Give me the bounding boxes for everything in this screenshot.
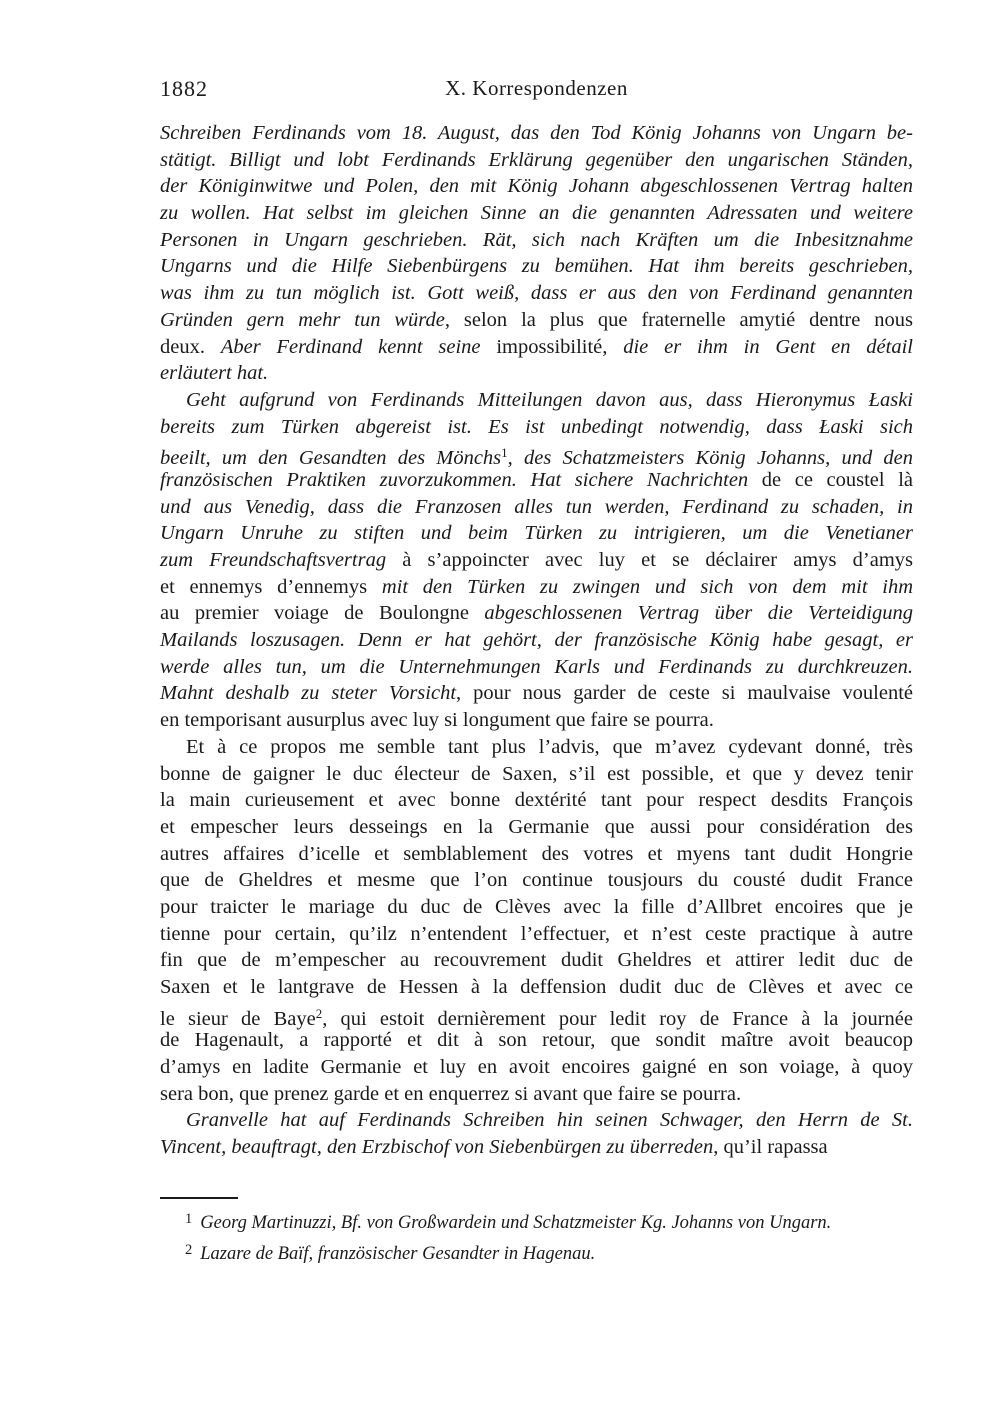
footnote-marker: 2 (315, 1005, 323, 1021)
text-line (160, 787, 913, 814)
text-segment: , qu’il rapassa (713, 1136, 828, 1159)
text-segment: Schreiben Ferdinands vom 18. August, das den Tod König Johanns von Ungarn be- (160, 122, 913, 144)
text-line (160, 1081, 913, 1108)
text-segment: pour traicter le mariage du duc de Clèves avec la fille d’Allbret encoires que je (160, 895, 913, 918)
text-segment: à s’appoincter avec luy et se déclairer amys d’amys (402, 549, 913, 571)
body-text (160, 120, 913, 1161)
text-segment: , des Schatzmeisters König Johanns, und den (507, 447, 913, 470)
text-line (160, 147, 913, 174)
text-segment: der Königinwitwe und Polen, den mit König Johann abgeschlossenen Vertrag halten (160, 175, 913, 198)
text-line (160, 894, 913, 921)
text-line (160, 600, 913, 627)
text-segment: en temporisant ausurplus avec luy si longument que faire se pourra. (160, 709, 714, 732)
footnote-item (160, 1237, 913, 1268)
text-line (160, 921, 913, 948)
text-segment: zum Freundschaftsvertrag (160, 549, 403, 571)
footnote-text: Georg Martinuzzi, Bf. von Großwardein und Schatzmeister Kg. Johanns von Ungarn. (200, 1212, 832, 1233)
text-segment: , qui estoit dernièrement pour ledit roy de France à la journée (322, 1007, 913, 1030)
page-header (160, 76, 913, 103)
text-line (160, 173, 913, 200)
text-segment: que de Gheldres et mesme que l’on continue tousjours du cousté dudit France (160, 869, 913, 892)
footnote-number: 2 (185, 1241, 193, 1258)
text-segment: sera bon, que prenez garde et en enquerrez si avant que faire se pourra. (160, 1082, 742, 1105)
text-segment: la main curieusement et avec bonne dextérité tant pour respect desdits François (160, 789, 913, 812)
text-line (160, 680, 913, 707)
text-segment: bereits zum Türken abgereist ist. Es ist unbedingt notwendig, dass Łaski sich (160, 415, 913, 438)
text-segment: Ungarns und die Hilfe Siebenbürgens zu bemühen. Hat ihm bereits geschrieben, (160, 255, 913, 278)
text-segment: tienne pour certain, qu’ilz n’entendent l’effectuer, et n’est ceste practique à autre (160, 922, 913, 945)
text-segment: Ungarn Unruhe zu stiften und beim Türken zu intrigieren, um die Venetianer (160, 522, 913, 545)
text-segment: Saxen et le lantgrave de Hessen à la deffension dudit duc de Clèves et avec ce (160, 976, 913, 998)
text-segment: Et à ce propos me semble tant plus l’advis, que m’avez cydevant donné, très (186, 735, 913, 758)
text-segment: bonne de gaigner le duc électeur de Saxen, s’il est possible, et que y devez tenir (160, 762, 913, 785)
text-line (160, 467, 913, 494)
text-segment: die er ihm in Gent en détail (623, 335, 913, 358)
text-line (160, 414, 913, 441)
text-segment: zu wollen. Hat selbst im gleichen Sinne an die genannten Adressaten und weitere (160, 202, 913, 225)
text-line (160, 280, 913, 307)
footnote-number: 1 (185, 1210, 193, 1227)
text-line (160, 360, 913, 387)
running-title: X. Korrespondenzen (445, 76, 628, 100)
text-line (160, 387, 913, 414)
text-segment: französischen Praktiken zuvorzukommen. Hat sichere Nachrichten (160, 468, 762, 491)
text-segment: Geht aufgrund von Ferdinands Mitteilungen davon aus, dass Hieronymus Łaski (186, 388, 913, 411)
footnote-list (160, 1206, 913, 1268)
text-segment: was ihm zu tun möglich ist. Gott weiß, dass er aus den von Ferdinand genannten (160, 282, 913, 305)
text-segment: de Hagenault, a rapporté et dit à son retour, que sondit maître avoit beaucop (160, 1029, 913, 1052)
text-line (160, 120, 913, 147)
text-segment: d’amys en ladite Germanie et luy en avoit encoires gaigné en son voiage, à quoy (160, 1056, 913, 1079)
footnotes-section (160, 1197, 913, 1268)
text-segment: Vincent, beauftragt, den Erzbischof von Siebenbürgen zu überreden (160, 1136, 714, 1159)
text-segment: abgeschlossenen Vertrag über die Verteidigung (484, 602, 913, 625)
text-line (160, 1054, 913, 1081)
footnote-separator (160, 1197, 238, 1199)
text-line (160, 707, 913, 734)
text-line (160, 974, 913, 1001)
text-line (160, 947, 913, 974)
text-segment: deux. (160, 335, 221, 358)
text-segment: et ennemys d’ennemys (160, 575, 382, 598)
text-segment: mit den Türken zu zwingen und sich von dem mit ihm (381, 575, 913, 598)
footnote-text: Lazare de Baïf, französischer Gesandter in Hagenau. (200, 1243, 596, 1264)
text-line (160, 627, 913, 654)
text-segment: Mailands loszusagen. Denn er hat gehört, der französische König habe gesagt, er (160, 629, 913, 652)
text-line (160, 227, 913, 254)
text-segment: werde alles tun, um die Unternehmungen Karls und Ferdinands zu durchkreuzen. (160, 655, 913, 678)
text-block (160, 76, 913, 1268)
text-segment: stätigt. Billigt und lobt Ferdinands Erklärung gegenüber den ungarischen Ständen, (160, 148, 913, 171)
text-line (160, 334, 913, 361)
text-line (160, 867, 913, 894)
text-segment: Gründen gern mehr tun würde (160, 308, 445, 331)
text-line (160, 307, 913, 334)
text-segment: au premier voiage de Boulongne (160, 602, 485, 625)
text-segment: , selon la plus que fraternelle amytié dentre nous (444, 308, 913, 331)
text-line (160, 1134, 913, 1161)
text-line (160, 520, 913, 547)
text-line (160, 734, 913, 761)
text-segment: Mahnt deshalb zu steter Vorsicht (160, 682, 457, 705)
text-segment: und aus Venedig, dass die Franzosen alles tun werden, Ferdinand zu schaden, in (160, 495, 913, 518)
text-line (160, 1027, 913, 1054)
text-segment: impossibilité, (496, 335, 624, 358)
text-segment: fin que de m’empescher au recouvrement dudit Gheldres et attirer ledit duc de (160, 949, 913, 972)
text-segment: de ce coustel là (761, 468, 913, 491)
text-segment: beeilt, um den Gesandten des Mönchs (160, 447, 502, 470)
text-line (160, 1001, 913, 1028)
footnote-item (160, 1206, 913, 1237)
text-line (160, 494, 913, 521)
text-line (160, 841, 913, 868)
text-line (160, 574, 913, 601)
text-line (160, 547, 913, 574)
text-line (160, 440, 913, 470)
text-line (160, 200, 913, 227)
text-line (160, 814, 913, 841)
text-segment: le sieur de Baye (160, 1007, 316, 1030)
text-segment: , pour nous garder de ceste si maulvaise voulenté (456, 682, 913, 705)
text-line (160, 253, 913, 280)
text-segment: et empescher leurs desseings en la Germanie que aussi pour considération des (160, 815, 913, 838)
text-line (160, 654, 913, 681)
text-segment: Aber Ferdinand kennt seine (220, 335, 497, 358)
footnote-marker: 1 (501, 445, 508, 461)
text-line (160, 1107, 913, 1134)
text-segment: erläutert hat. (160, 362, 269, 385)
text-segment: autres affaires d’icelle et semblablement des votres et myens tant dudit Hongrie (160, 842, 913, 865)
page-number: 1882 (160, 76, 208, 101)
text-segment: Granvelle hat auf Ferdinands Schreiben hin seinen Schwager, den Herrn de St. (186, 1109, 913, 1132)
text-segment: Personen in Ungarn geschrieben. Rät, sich nach Kräften um die Inbesitznahme (160, 228, 913, 251)
text-line (160, 761, 913, 788)
